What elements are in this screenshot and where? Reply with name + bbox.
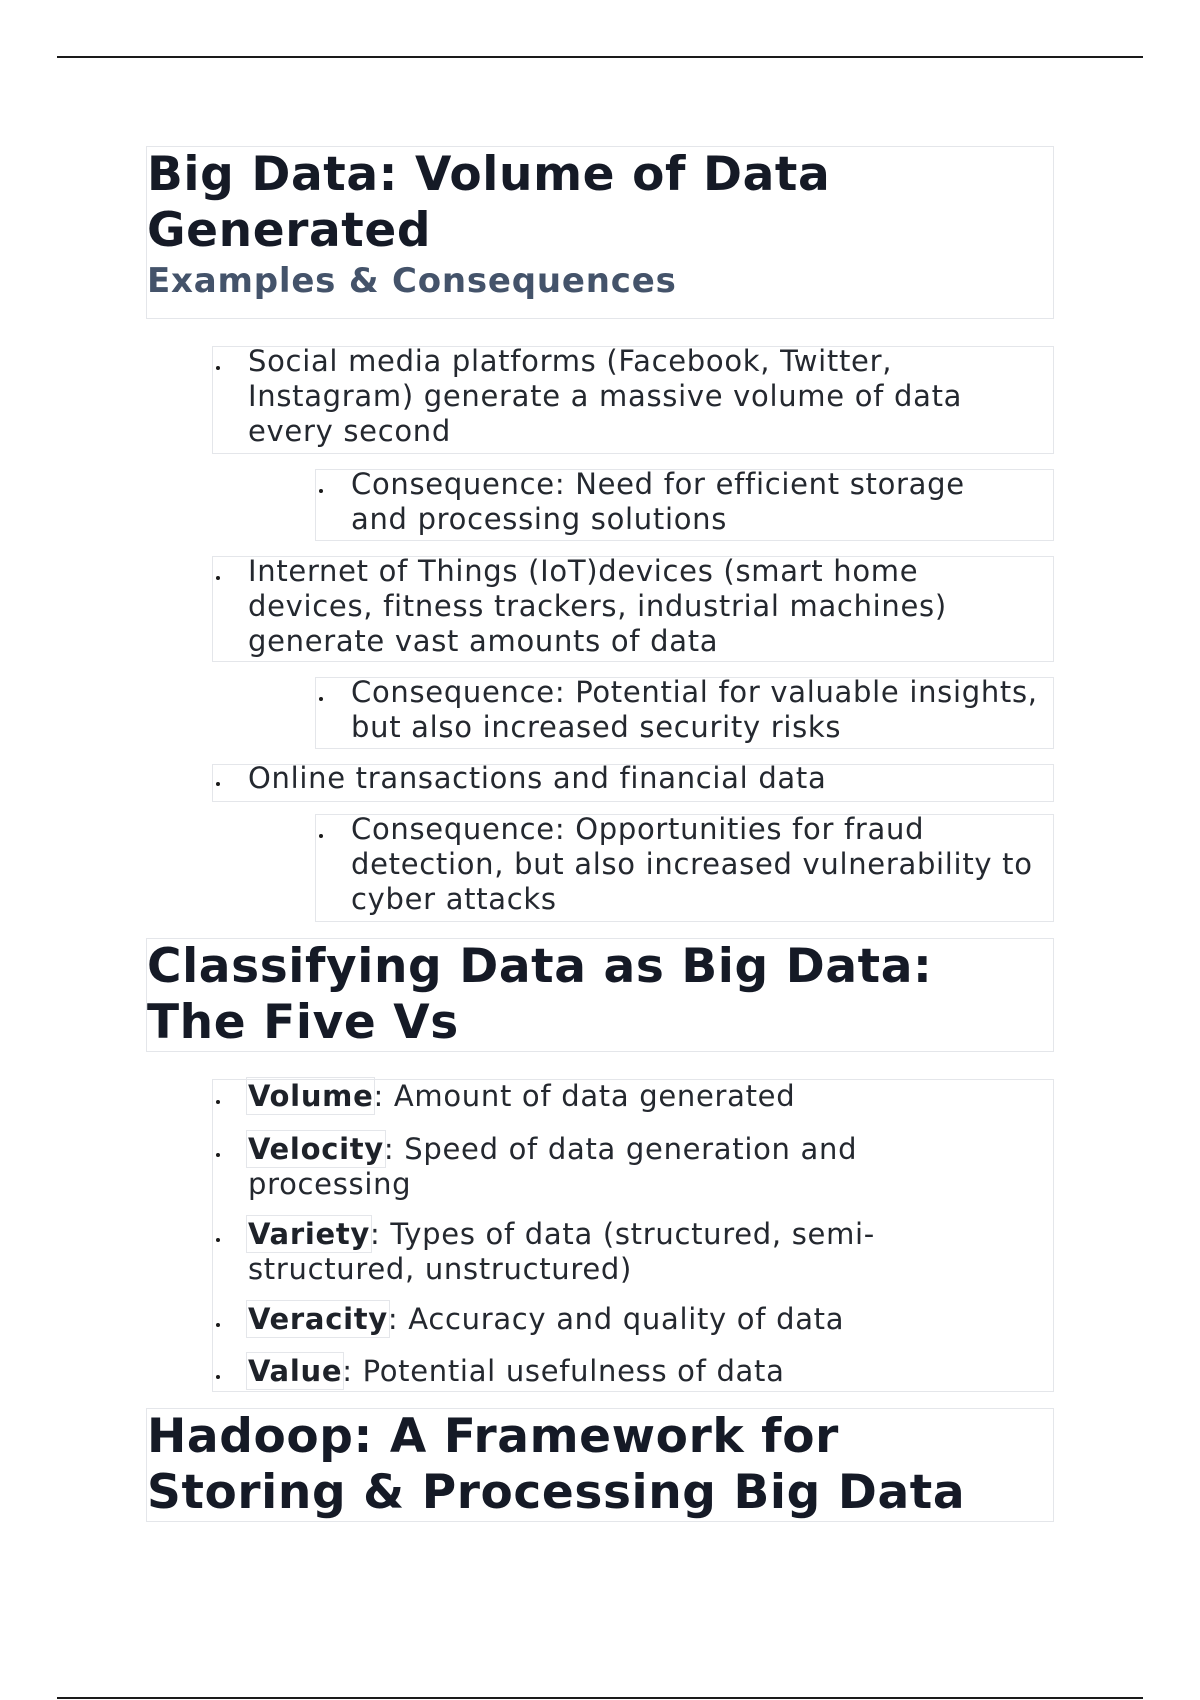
bullet-icon [216,576,220,580]
v-term: Variety [248,1217,371,1251]
v-desc: : Potential usefulness of data [342,1354,785,1388]
section-title: Classifying Data as Big Data: The Five Vs [147,939,933,1050]
list-item-consequence [315,469,1054,541]
v-desc: : Types of data (structured, semi-structured, unstructured) [248,1217,875,1286]
bullet-icon [216,1238,220,1242]
list-item [212,761,1054,802]
list-item [248,1079,1038,1114]
bullet-icon [216,1100,220,1104]
section-subtitle: Examples & Consequences [147,261,677,301]
section-title: Hadoop: A Framework for Storing & Processing Big Data [147,1409,966,1520]
five-vs-list [212,1079,1054,1392]
list-item [248,1354,1038,1389]
section-heading-hadoop [146,1408,1054,1522]
list-item [248,1217,928,1287]
bullet-icon [319,697,323,701]
section-heading-volume [146,146,1054,319]
bullet-icon [216,366,220,370]
v-term: Velocity [248,1132,384,1166]
list-item-consequence [315,677,1054,749]
list-item-text: Social media platforms (Facebook, Twitter, Instagram) generate a massive volume of data every second [248,344,963,448]
list-item [248,1132,898,1202]
section-title: Big Data: Volume of Data Generated [147,147,831,258]
list-item [212,346,1054,454]
bullet-icon [216,1153,220,1157]
bullet-icon [216,1323,220,1327]
top-rule [57,56,1143,58]
v-term: Value [248,1354,343,1388]
v-term: Veracity [248,1302,388,1336]
consequence-text: Consequence: Opportunities for fraud detection, but also increased vulnerability to cyber attacks [351,812,1033,916]
consequence-text: Consequence: Need for efficient storage and processing solutions [351,467,965,536]
list-item-consequence [315,814,1054,922]
v-desc: : Speed of data generation and processing [248,1132,858,1201]
v-term: Volume [248,1079,374,1113]
section-heading-five-vs [146,938,1054,1052]
list-item-text: Online transactions and financial data [248,761,827,795]
list-item-text: Internet of Things (IoT)devices (smart home devices, fitness trackers, industrial machines) generate vast amounts of data [248,554,947,658]
bullet-icon [216,782,220,786]
consequence-text: Consequence: Potential for valuable insights, but also increased security risks [351,675,1038,744]
list-item [248,1302,1038,1337]
v-desc: : Amount of data generated [373,1079,796,1113]
v-desc: : Accuracy and quality of data [387,1302,845,1336]
bullet-icon [216,1375,220,1379]
list-item [212,556,1054,662]
bullet-icon [319,489,323,493]
bullet-icon [319,834,323,838]
bottom-rule [57,1697,1143,1699]
